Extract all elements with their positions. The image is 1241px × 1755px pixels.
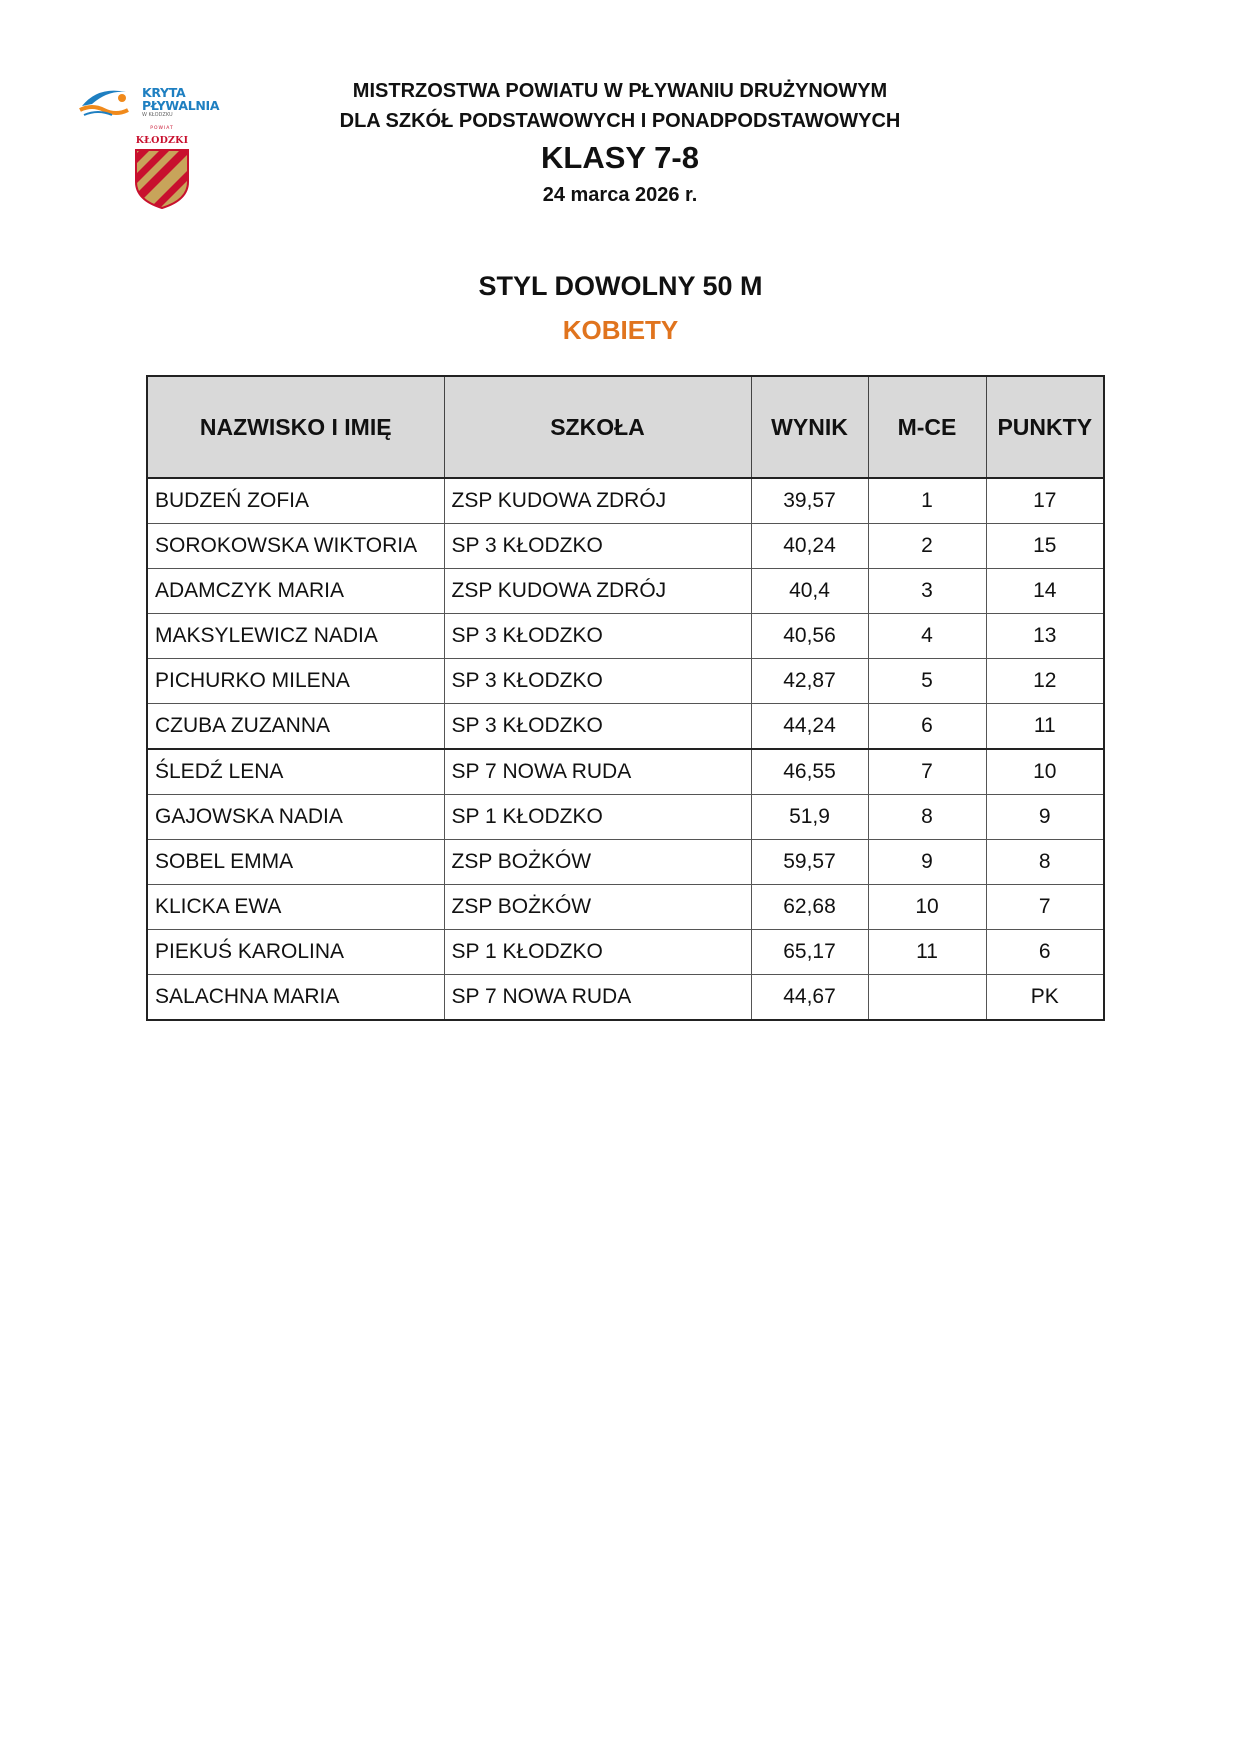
cell-place: 4 [868, 614, 986, 659]
cell-name: GAJOWSKA NADIA [147, 795, 444, 840]
cell-place: 3 [868, 569, 986, 614]
cell-points: 10 [986, 749, 1104, 795]
cell-name: KLICKA EWA [147, 885, 444, 930]
cell-result: 51,9 [751, 795, 868, 840]
cell-place: 5 [868, 659, 986, 704]
table-row [147, 524, 1104, 569]
cell-school: ZSP KUDOWA ZDRÓJ [444, 569, 751, 614]
cell-points: PK [986, 975, 1104, 1021]
cell-school: SP 3 KŁODZKO [444, 704, 751, 750]
cell-points: 13 [986, 614, 1104, 659]
cell-result: 42,87 [751, 659, 868, 704]
table-row [147, 749, 1104, 795]
cell-place: 6 [868, 704, 986, 750]
cell-name: SALACHNA MARIA [147, 975, 444, 1021]
cell-school: SP 3 KŁODZKO [444, 524, 751, 569]
cell-school: ZSP BOŻKÓW [444, 885, 751, 930]
pool-subtext: W KŁODZKU [142, 112, 173, 118]
table-row [147, 930, 1104, 975]
header-school: SZKOŁA [444, 376, 751, 478]
cell-school: ZSP BOŻKÓW [444, 840, 751, 885]
table-row [147, 569, 1104, 614]
cell-name: CZUBA ZUZANNA [147, 704, 444, 750]
cell-school: SP 1 KŁODZKO [444, 930, 751, 975]
table-row [147, 975, 1104, 1021]
table-row [147, 659, 1104, 704]
logos [78, 80, 238, 210]
cell-result: 40,4 [751, 569, 868, 614]
cell-name: PIEKUŚ KAROLINA [147, 930, 444, 975]
cell-place: 8 [868, 795, 986, 840]
cell-result: 44,67 [751, 975, 868, 1021]
header-place: M-CE [868, 376, 986, 478]
cell-name: BUDZEŃ ZOFIA [147, 478, 444, 524]
table-header-row [147, 376, 1104, 478]
header-name: NAZWISKO I IMIĘ [147, 376, 444, 478]
cell-school: SP 3 KŁODZKO [444, 659, 751, 704]
table-row [147, 885, 1104, 930]
cell-name: ADAMCZYK MARIA [147, 569, 444, 614]
event-title: STYL DOWOLNY 50 M [478, 271, 763, 301]
cell-school: ZSP KUDOWA ZDRÓJ [444, 478, 751, 524]
event-gender: KOBIETY [562, 315, 679, 345]
pool-text-line2: PŁYWALNIA [142, 98, 220, 113]
pool-logo [78, 80, 228, 120]
cell-points: 7 [986, 885, 1104, 930]
cell-place: 9 [868, 840, 986, 885]
table-row [147, 614, 1104, 659]
crest-shield-icon [134, 148, 190, 210]
cell-result: 40,56 [751, 614, 868, 659]
cell-result: 59,57 [751, 840, 868, 885]
cell-points: 8 [986, 840, 1104, 885]
cell-result: 62,68 [751, 885, 868, 930]
cell-points: 6 [986, 930, 1104, 975]
cell-points: 9 [986, 795, 1104, 840]
cell-name: MAKSYLEWICZ NADIA [147, 614, 444, 659]
crest-logo [132, 126, 192, 210]
table-row [147, 704, 1104, 750]
header-date: 24 marca 2026 r. [542, 184, 698, 206]
cell-name: ŚLEDŹ LENA [147, 749, 444, 795]
cell-result: 65,17 [751, 930, 868, 975]
table-row [147, 840, 1104, 885]
cell-result: 40,24 [751, 524, 868, 569]
cell-school: SP 1 KŁODZKO [444, 795, 751, 840]
header-points: PUNKTY [986, 376, 1104, 478]
cell-school: SP 7 NOWA RUDA [444, 749, 751, 795]
cell-place: 2 [868, 524, 986, 569]
pool-text-line1: KRYTA [142, 85, 186, 100]
cell-points: 17 [986, 478, 1104, 524]
cell-points: 11 [986, 704, 1104, 750]
cell-place: 11 [868, 930, 986, 975]
table-row [147, 478, 1104, 524]
cell-points: 15 [986, 524, 1104, 569]
document-header [240, 76, 1000, 210]
cell-points: 14 [986, 569, 1104, 614]
cell-place: 10 [868, 885, 986, 930]
header-title-line1: MISTRZOSTWA POWIATU W PŁYWANIU DRUŻYNOWYM [352, 80, 888, 102]
cell-points: 12 [986, 659, 1104, 704]
header-klasy: KLASY 7-8 [541, 140, 699, 175]
header-title-line2: DLA SZKÓŁ PODSTAWOWYCH I PONADPODSTAWOWYCH [339, 110, 901, 132]
results-table [146, 375, 1105, 1021]
cell-result: 39,57 [751, 478, 868, 524]
cell-place: 7 [868, 749, 986, 795]
cell-school: SP 3 KŁODZKO [444, 614, 751, 659]
crest-small-text: POWIAT [150, 126, 174, 131]
cell-name: SOROKOWSKA WIKTORIA [147, 524, 444, 569]
cell-place [868, 975, 986, 1021]
cell-place: 1 [868, 478, 986, 524]
cell-name: PICHURKO MILENA [147, 659, 444, 704]
cell-school: SP 7 NOWA RUDA [444, 975, 751, 1021]
cell-result: 46,55 [751, 749, 868, 795]
header-result: WYNIK [751, 376, 868, 478]
cell-result: 44,24 [751, 704, 868, 750]
swimmer-icon [78, 84, 142, 118]
table-row [147, 795, 1104, 840]
cell-name: SOBEL EMMA [147, 840, 444, 885]
crest-text: KŁODZKI [135, 135, 189, 146]
